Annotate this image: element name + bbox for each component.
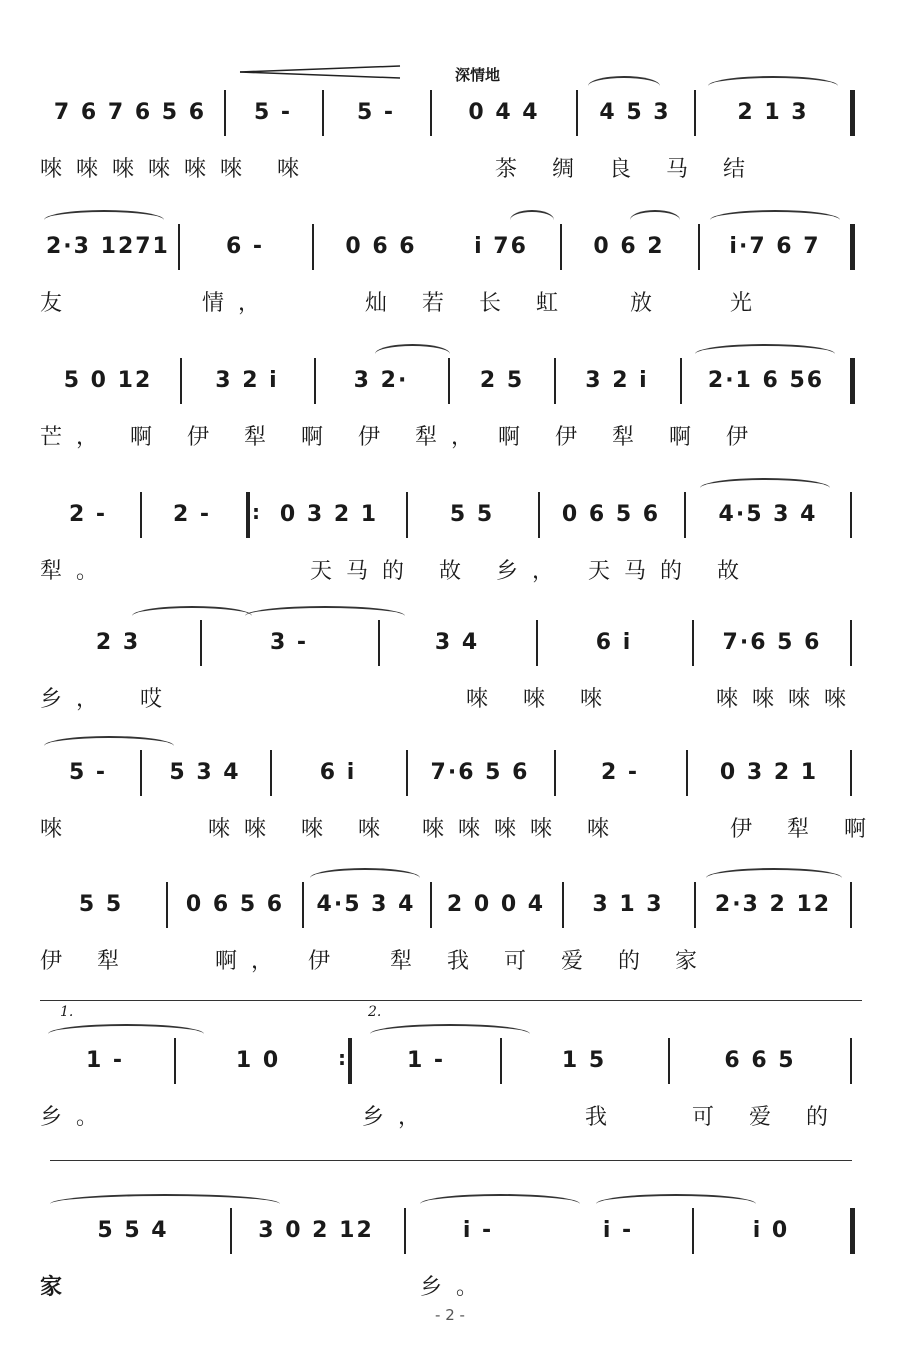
- bracket-line: [40, 1000, 862, 1001]
- measure: 2·1 6 56: [707, 367, 825, 393]
- measure: 2 -: [68, 501, 108, 527]
- system-6: [40, 742, 880, 872]
- system-1: [40, 82, 860, 212]
- measure: 0 4 4: [468, 99, 540, 125]
- lyric: 我: [585, 1105, 622, 1130]
- measure: i -: [602, 1217, 634, 1243]
- lyric: 情，: [202, 291, 275, 316]
- lyric: 乡。: [420, 1275, 493, 1300]
- measure: 0 6 5 6: [561, 501, 661, 527]
- measure: 6 6 5: [724, 1047, 796, 1073]
- lyric: 芒，: [40, 425, 113, 450]
- system-3: [40, 350, 860, 480]
- measure: 1 0: [235, 1047, 281, 1073]
- measure: 7 6 7 6 5 6: [53, 99, 207, 125]
- measure: 6 -: [225, 233, 265, 259]
- measure: 2·3 1271: [46, 233, 170, 259]
- measure: 0 6 6: [345, 233, 417, 259]
- lyric: 啊，: [215, 949, 288, 974]
- lyric: 啊 伊 犁 啊 伊 犁，: [130, 425, 487, 450]
- lyric: 啊 伊 犁 啊 伊: [498, 425, 762, 450]
- measure: 6 i: [595, 629, 633, 655]
- measure: 3 2 i: [215, 367, 279, 393]
- measure: 5 -: [253, 99, 293, 125]
- measure: 3 4: [434, 629, 480, 655]
- lyric: 犁。: [40, 559, 113, 584]
- system-2: [40, 216, 860, 346]
- measure: 2 -: [172, 501, 212, 527]
- volta-1: 1.: [60, 1004, 74, 1020]
- measure: 5 0 12: [63, 367, 153, 393]
- measure: i 76: [474, 233, 528, 259]
- lyric: 友: [40, 291, 77, 316]
- measure: 2 5: [479, 367, 525, 393]
- bracket-line: [50, 1160, 852, 1161]
- tempo-marking: 深情地: [455, 66, 501, 84]
- lyric: 哎: [140, 687, 177, 712]
- lyric: 唻 唻 唻: [466, 687, 616, 712]
- measure: i 0: [752, 1217, 790, 1243]
- system-4: [40, 484, 860, 614]
- lyric: 唻唻 唻 唻: [208, 817, 394, 842]
- lyric: 光: [730, 291, 767, 316]
- measure: 0 6 5 6: [185, 891, 285, 917]
- measure: 2 3: [95, 629, 141, 655]
- system-8: [40, 1030, 860, 1160]
- lyric: 茶 绸 良 马 结: [495, 157, 759, 182]
- lyric: 天马的 故: [588, 559, 753, 584]
- measure: 1 -: [85, 1047, 125, 1073]
- lyric: 乡，: [40, 687, 113, 712]
- measure: 3 1 3: [592, 891, 664, 917]
- measure: 5 5: [78, 891, 124, 917]
- measure: 2 1 3: [737, 99, 809, 125]
- lyric: 天马的 故 乡，: [310, 559, 568, 584]
- lyric: 乡，: [362, 1105, 435, 1130]
- page-number: - 2 -: [435, 1306, 465, 1324]
- measure: 5 -: [356, 99, 396, 125]
- measure: 3 0 2 12: [258, 1217, 374, 1243]
- measure: 4·5 3 4: [316, 891, 416, 917]
- lyric: 伊 犁: [40, 949, 133, 974]
- system-7: [40, 874, 860, 1004]
- measure: 0 3 2 1: [279, 501, 379, 527]
- lyric: 家: [40, 1274, 77, 1300]
- lyric: 犁 我 可 爱 的 家: [390, 949, 711, 974]
- lyric: 唻: [40, 817, 77, 842]
- measure: 1 5: [561, 1047, 607, 1073]
- measure: 4·5 3 4: [718, 501, 818, 527]
- measure: 3 -: [269, 629, 309, 655]
- measure: 5 5 4: [97, 1217, 169, 1243]
- lyric: 唻唻唻唻 唻: [422, 817, 623, 842]
- measure: i -: [462, 1217, 494, 1243]
- volta-2: 2.: [368, 1004, 382, 1020]
- lyric: 乡。: [40, 1105, 113, 1130]
- measure: 3 2·: [353, 367, 409, 393]
- lyric: 可 爱 的: [692, 1105, 842, 1130]
- measure: 5 3 4: [169, 759, 241, 785]
- lyric: 灿 若 长 虹: [365, 291, 572, 316]
- lyric: 唻唻唻唻: [716, 687, 861, 712]
- measure: 0 3 2 1: [719, 759, 819, 785]
- measure: 7·6 5 6: [430, 759, 530, 785]
- lyric: 放: [630, 291, 667, 316]
- lyric: 伊 犁 啊: [730, 817, 880, 842]
- lyric: 唻唻唻唻唻唻 唻: [40, 157, 313, 182]
- measure: 2 0 0 4: [446, 891, 546, 917]
- measure: i·7 6 7: [729, 233, 821, 259]
- measure: 4 5 3: [599, 99, 671, 125]
- measure: 2 -: [600, 759, 640, 785]
- measure: 5 5: [449, 501, 495, 527]
- measure: 2·3 2 12: [714, 891, 832, 917]
- lyric: 伊: [308, 949, 345, 974]
- measure: 1 -: [406, 1047, 446, 1073]
- crescendo-hairpin: [240, 64, 405, 80]
- measure: 0 6 2: [593, 233, 665, 259]
- measure: 6 i: [319, 759, 357, 785]
- measure: 5 -: [68, 759, 108, 785]
- measure: 3 2 i: [585, 367, 649, 393]
- measure: 7·6 5 6: [722, 629, 822, 655]
- system-5: [40, 612, 860, 742]
